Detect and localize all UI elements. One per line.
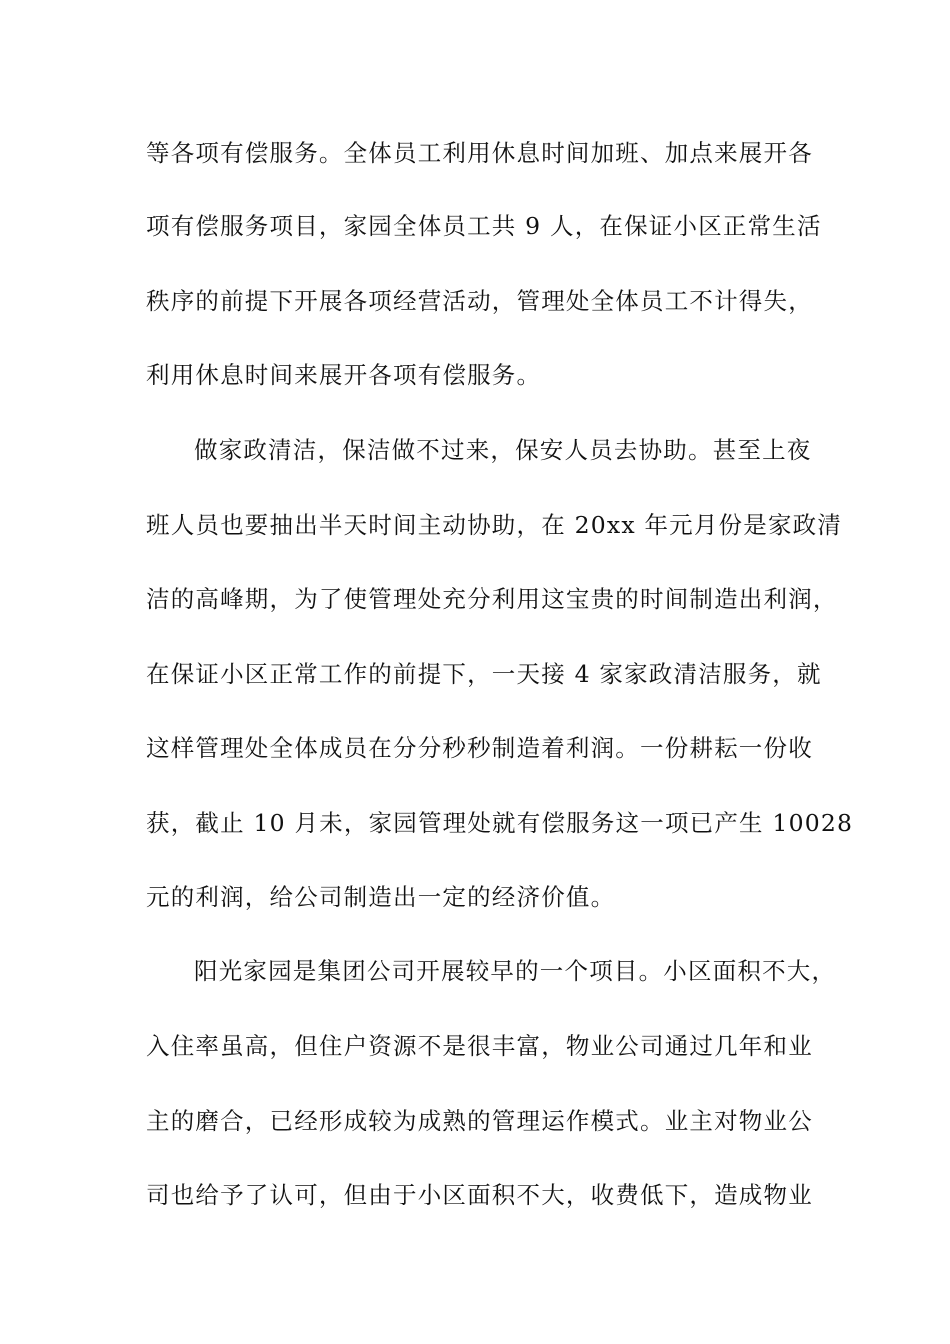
paragraph-first-line: 做家政清洁，保洁做不过来，保安人员去协助。甚至上夜 [194, 436, 812, 464]
text-line: 利用休息时间来展开各项有偿服务。 [146, 361, 542, 389]
text-line: 秩序的前提下开展各项经营活动，管理处全体员工不计得失， [146, 287, 813, 315]
text-line: 司也给予了认可，但由于小区面积不大，收费低下，造成物业 [146, 1181, 813, 1209]
text-line: 获，截止 10 月未，家园管理处就有偿服务这一项已产生 10028 [146, 809, 854, 837]
text-line: 等各项有偿服务。全体员工利用休息时间加班、加点来展开各 [146, 139, 813, 167]
text-line: 元的利润，给公司制造出一定的经济价值。 [146, 883, 616, 911]
text-line: 项有偿服务项目，家园全体员工共 9 人，在保证小区正常生活 [146, 212, 822, 240]
text-line: 这样管理处全体成员在分分秒秒制造着利润。一份耕耘一份收 [146, 734, 813, 762]
text-line: 主的磨合，已经形成较为成熟的管理运作模式。业主对物业公 [146, 1107, 813, 1135]
text-line: 洁的高峰期，为了使管理处充分利用这宝贵的时间制造出利润， [146, 585, 838, 613]
text-line: 班人员也要抽出半天时间主动协助，在 20xx 年元月份是家政清 [146, 511, 843, 539]
text-line: 在保证小区正常工作的前提下，一天接 4 家家政清洁服务，就 [146, 660, 822, 688]
text-line: 入住率虽高，但住户资源不是很丰富，物业公司通过几年和业 [146, 1032, 813, 1060]
paragraph-first-line: 阳光家园是集团公司开展较早的一个项目。小区面积不大， [194, 957, 837, 985]
